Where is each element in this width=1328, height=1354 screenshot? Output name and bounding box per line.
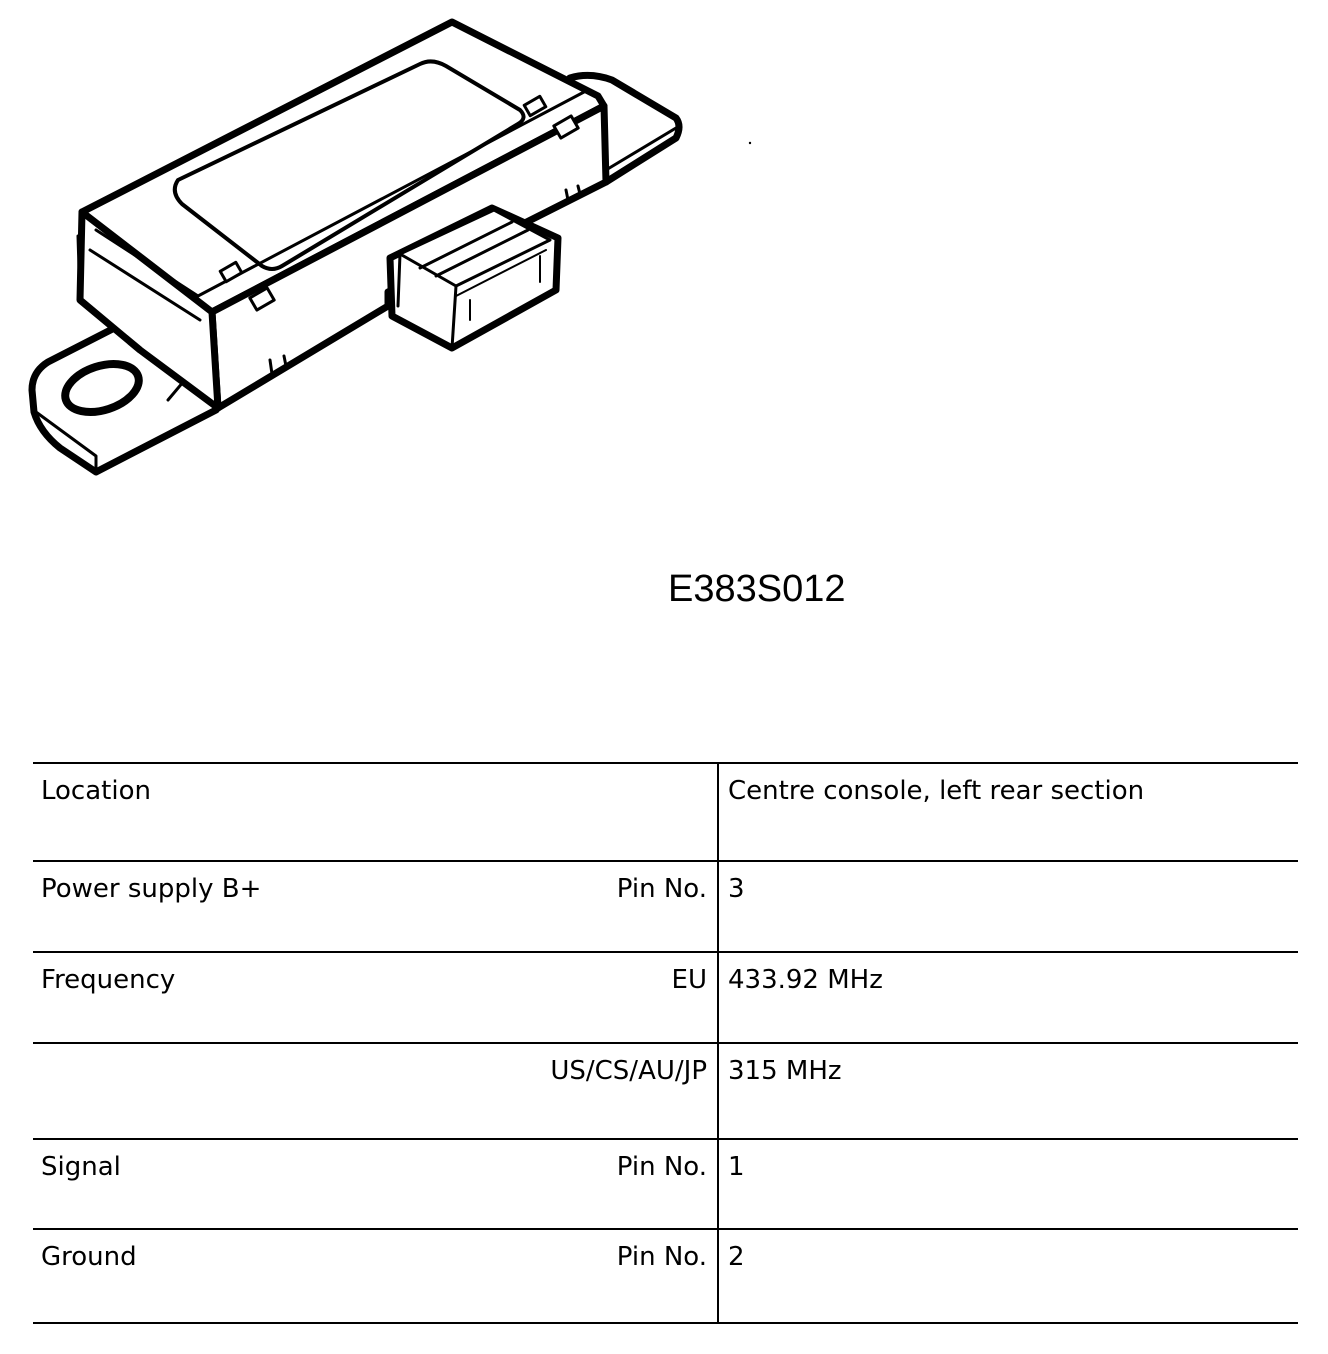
row-label: Power supply B+ — [33, 861, 449, 952]
row-qualifier — [449, 763, 718, 861]
row-value: 2 — [718, 1229, 1298, 1323]
figure-code: E383S012 — [668, 568, 846, 610]
row-qualifier: Pin No. — [449, 1229, 718, 1323]
row-value: 3 — [718, 861, 1298, 952]
table-row — [33, 861, 1298, 952]
row-qualifier: Pin No. — [449, 1139, 718, 1229]
row-value: 1 — [718, 1139, 1298, 1229]
table-row — [33, 1043, 1298, 1139]
row-label: Signal — [33, 1139, 449, 1229]
row-label: Frequency — [33, 952, 449, 1043]
table-row — [33, 952, 1298, 1043]
row-label: Location — [33, 763, 449, 861]
row-qualifier: Pin No. — [449, 861, 718, 952]
row-value: 433.92 MHz — [718, 952, 1298, 1043]
row-qualifier: EU — [449, 952, 718, 1043]
row-label: Ground — [33, 1229, 449, 1323]
module-illustration — [0, 0, 760, 500]
specification-table — [33, 762, 1298, 1324]
table-row — [33, 1229, 1298, 1323]
table-row — [33, 1139, 1298, 1229]
row-value: Centre console, left rear section — [718, 763, 1298, 861]
row-qualifier: US/CS/AU/JP — [449, 1043, 718, 1139]
row-label — [33, 1043, 449, 1139]
table-row — [33, 763, 1298, 861]
row-value: 315 MHz — [718, 1043, 1298, 1139]
